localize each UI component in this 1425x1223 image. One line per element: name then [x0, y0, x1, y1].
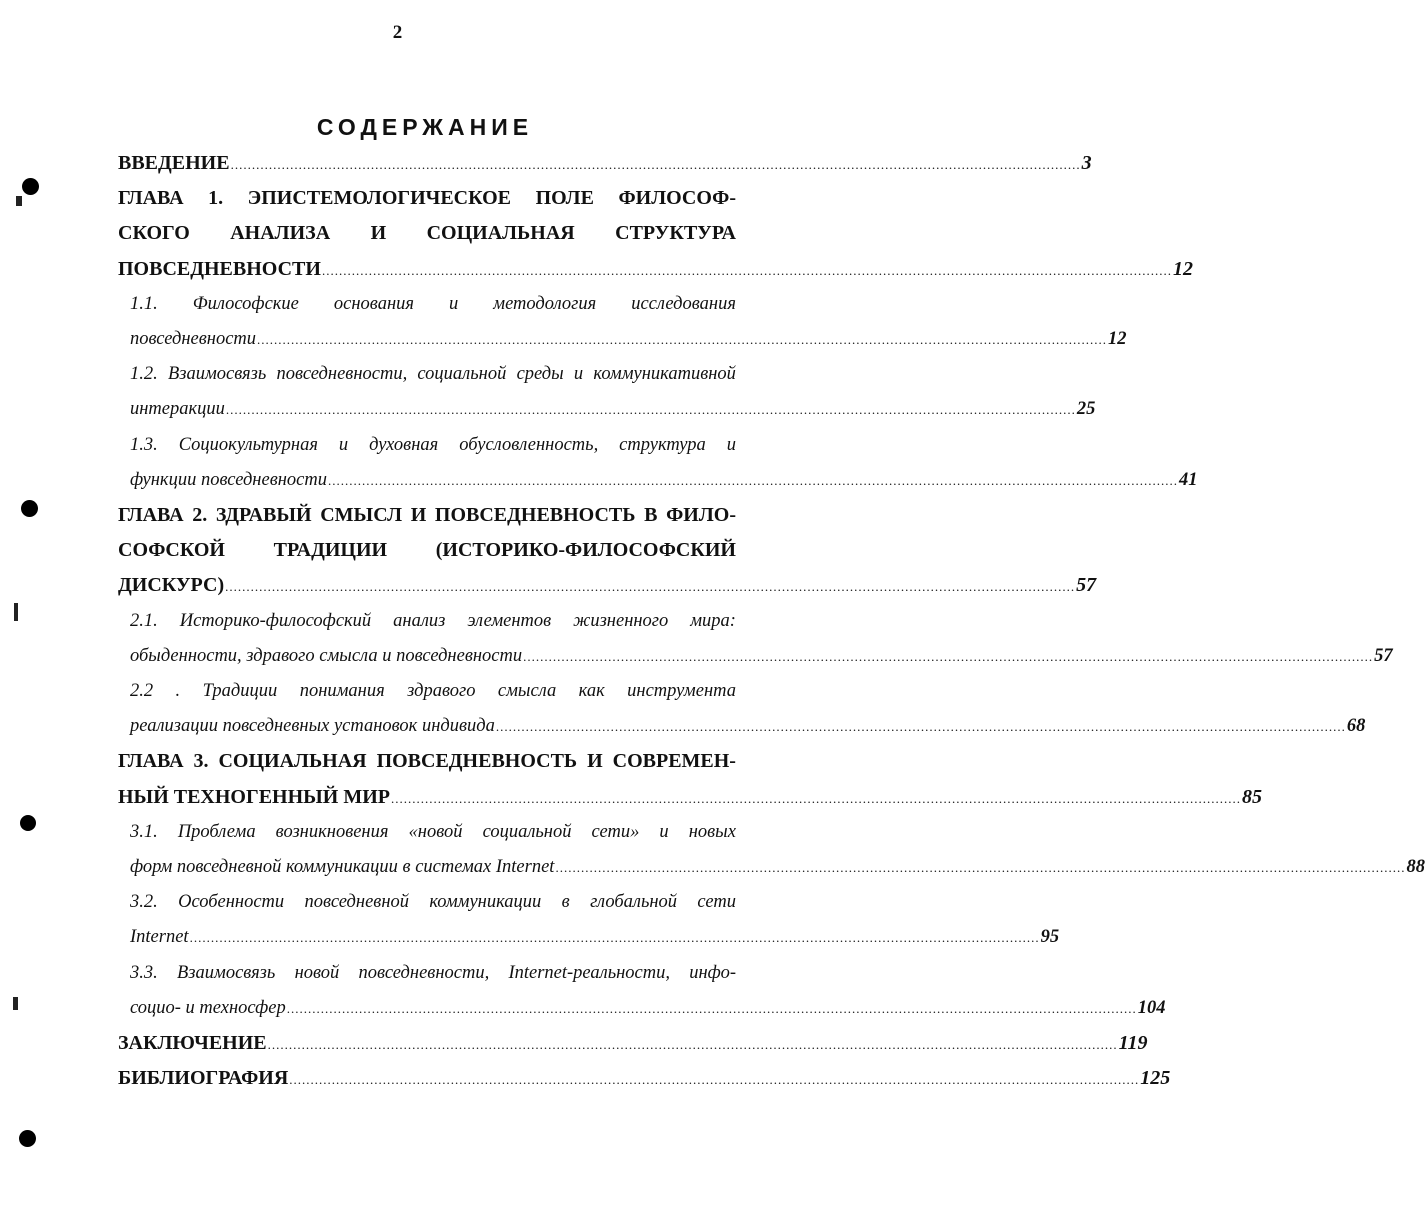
toc-line [130, 462, 1198, 498]
toc-page-number: 68 [1346, 716, 1366, 737]
toc-word: структура [619, 434, 706, 455]
toc-page-number: 85 [1242, 785, 1263, 808]
toc-word: . [175, 681, 181, 701]
toc-word: ГЛАВА [118, 187, 184, 210]
toc-word: смысла [497, 681, 557, 701]
toc-word: СОЦИАЛЬНАЯ [218, 750, 367, 773]
toc-word: исследования [631, 293, 736, 314]
toc-line [130, 321, 1127, 357]
toc-word: ГЛАВА [118, 504, 184, 526]
dot-leader: ........................................................................................................................................................................................................ [225, 402, 1076, 418]
toc-word: элементов [467, 610, 552, 631]
toc-word: возникновения [275, 821, 389, 842]
toc-word: основания [333, 293, 414, 314]
toc-word: инструмента [627, 681, 736, 701]
toc-word: 3.3. [130, 962, 158, 983]
toc-word: Взаимосвязь [177, 962, 276, 983]
toc-word: ПОВСЕДНЕВНОСТЬ [434, 504, 636, 526]
toc-entry-text: обыденности, здравого смысла и повседневности [130, 645, 523, 666]
toc-word: ПОВСЕДНЕВНОСТЬ [376, 750, 578, 773]
toc-word: социальной [482, 821, 572, 842]
toc-line [118, 1060, 1171, 1096]
toc-entry-text [130, 814, 736, 850]
toc-page-number: 125 [1140, 1067, 1171, 1090]
toc-word: новой [294, 962, 340, 983]
scan-speck [14, 603, 18, 621]
binder-hole-4 [19, 1130, 36, 1147]
scan-speck [13, 997, 18, 1010]
toc-word: 3.1. [130, 821, 158, 842]
toc-word: ТРАДИЦИИ [273, 539, 388, 562]
toc-line [118, 145, 1092, 181]
toc-word: АНАЛИЗА [230, 222, 331, 245]
dot-leader: ........................................................................................................................................................................................................ [289, 1072, 1140, 1088]
dot-leader: ........................................................................................................................................................................................................ [189, 930, 1040, 946]
toc-word: 1.1. [130, 293, 158, 314]
toc-entry-text [130, 603, 736, 639]
toc-word: здравого [407, 681, 476, 701]
toc-entry-text: ВВЕДЕНИЕ [118, 152, 230, 174]
toc-word: сети [697, 892, 736, 913]
dot-leader: ........................................................................................................................................................................................................ [286, 1000, 1137, 1016]
toc-word: сети» [591, 821, 640, 842]
toc-line [118, 779, 1263, 815]
toc-entry-text: повседневности [130, 329, 257, 349]
toc-entry-text: БИБЛИОГРАФИЯ [118, 1067, 289, 1090]
toc-entry-text [118, 497, 736, 533]
dot-leader: ........................................................................................................................................................................................................ [327, 472, 1178, 488]
toc-line [130, 708, 1366, 744]
toc-word: 3. [193, 750, 209, 773]
toc-word: И [587, 750, 603, 773]
toc-word: Особенности [178, 892, 285, 913]
toc-word: Традиции [202, 681, 278, 701]
toc-word: повседневной [304, 892, 409, 913]
toc-word: ФИЛОСОФ- [618, 187, 736, 210]
toc-word: обусловленность, [459, 434, 599, 455]
toc-page-number: 95 [1040, 927, 1060, 948]
toc-entry-text [118, 180, 736, 216]
toc-word: СТРУКТУРА [615, 222, 736, 245]
toc-word: и [726, 434, 736, 455]
toc-entry-text [130, 286, 736, 322]
toc-entry-text: функции повседневности [130, 469, 327, 490]
toc-entry-text: ДИСКУРС) [118, 574, 225, 597]
toc-page-number: 57 [1374, 645, 1393, 666]
toc-word: ГЛАВА [118, 750, 184, 773]
toc-page-number: 12 [1172, 257, 1193, 280]
toc-word: СМЫСЛ [320, 504, 403, 526]
toc-page-number: 57 [1076, 574, 1097, 597]
toc-entry-text [118, 743, 736, 779]
toc-word: как [578, 681, 605, 701]
toc-page-number: 119 [1118, 1032, 1148, 1054]
toc-word: В [644, 504, 658, 526]
toc-word: инфо- [689, 962, 736, 983]
toc-page-number: 104 [1137, 997, 1166, 1018]
toc-word: Проблема [177, 821, 256, 842]
toc-entry-text: интеракции [130, 399, 225, 420]
toc-word: 3.2. [130, 892, 158, 913]
toc-word: Историко-философский [179, 610, 372, 631]
toc-word: глобальной [590, 892, 678, 913]
toc-word: и [449, 293, 459, 314]
toc-entry-text: форм повседневной коммуникации в системах Internet [130, 857, 555, 877]
toc-entry-text: социо- и техносфер [130, 997, 286, 1018]
toc-word: коммуникативной [593, 364, 736, 385]
toc-line [130, 919, 1060, 955]
toc-page-number: 3 [1081, 152, 1092, 174]
toc-word: ЗДРАВЫЙ [215, 504, 312, 526]
dot-leader: ........................................................................................................................................................................................................ [523, 648, 1374, 664]
toc-entry-text [130, 955, 736, 991]
toc-line [130, 990, 1166, 1026]
dot-leader: ........................................................................................................................................................................................................ [230, 157, 1081, 172]
toc-entry-text: НЫЙ ТЕХНОГЕННЫЙ МИР [118, 785, 391, 808]
toc-word: СКОГО [118, 222, 190, 245]
toc-word: и [573, 364, 584, 385]
toc-entry-text [130, 356, 736, 392]
toc-word: 2.2 [130, 681, 154, 701]
toc-word: мира: [690, 610, 736, 631]
toc-word: жизненного [573, 610, 669, 631]
toc-word: духовная [369, 434, 439, 455]
toc-entry-text [130, 673, 736, 709]
page-number: 2 [392, 22, 403, 43]
toc-word: СОЦИАЛЬНАЯ [426, 222, 575, 245]
toc-word: 2.1. [130, 610, 158, 631]
toc-word: Социокультурная [178, 434, 318, 455]
toc-word: ФИЛО- [666, 504, 736, 526]
toc-entry-text [130, 884, 736, 920]
toc-entry-text [130, 427, 736, 463]
binder-hole-1 [22, 178, 39, 195]
toc-word: Взаимосвязь [167, 364, 267, 385]
toc-word: (ИСТОРИКО-ФИЛОСОФСКИЙ [435, 539, 736, 562]
toc-line [118, 251, 1193, 287]
toc-page-number: 41 [1178, 469, 1198, 490]
toc-word: СОФСКОЙ [118, 539, 225, 562]
toc-entry-text: Internet [130, 927, 189, 948]
toc-entry-text [118, 532, 736, 568]
toc-line [130, 391, 1096, 427]
dot-leader: ........................................................................................................................................................................................................ [321, 262, 1172, 278]
toc-entry-text: реализации повседневных установок индивида [130, 716, 495, 737]
toc-word: И [370, 222, 387, 245]
toc-entry-text [118, 215, 736, 251]
toc-word: анализ [393, 610, 446, 631]
dot-leader: ........................................................................................................................................................................................................ [225, 579, 1076, 595]
toc-word: в [561, 892, 570, 913]
toc-title: СОДЕРЖАНИЕ [316, 114, 534, 140]
toc-word: 2. [192, 504, 208, 526]
dot-leader: ........................................................................................................................................................................................................ [495, 719, 1346, 735]
toc-word: новых [688, 821, 736, 842]
toc-line [118, 1025, 1148, 1061]
toc-word: методология [493, 293, 597, 314]
toc-entry-text: ЗАКЛЮЧЕНИЕ [118, 1032, 267, 1054]
toc-word: и [338, 434, 349, 455]
toc-word: и [659, 821, 669, 842]
toc-word: среды [516, 364, 564, 385]
toc-word: ПОЛЕ [535, 187, 594, 210]
binder-hole-2 [21, 500, 38, 517]
toc-word: повседневности, [358, 962, 490, 983]
toc-line [118, 567, 1097, 603]
toc-word: Философские [192, 293, 299, 314]
toc-word: СОВРЕМЕН- [612, 750, 736, 773]
toc-page-number: 12 [1108, 329, 1127, 349]
toc-page-number: 88 [1406, 857, 1425, 877]
toc-word: социальной [417, 364, 507, 385]
toc-word: коммуникации [429, 892, 542, 913]
toc-page-number: 25 [1076, 399, 1096, 420]
toc-word: 1.3. [130, 434, 158, 455]
toc-word: ЭПИСТЕМОЛОГИЧЕСКОЕ [247, 187, 512, 210]
dot-leader: ........................................................................................................................................................................................................ [257, 332, 1108, 347]
toc-word: Internet-реальности, [508, 962, 670, 983]
dot-leader: ........................................................................................................................................................................................................ [391, 790, 1242, 806]
dot-leader: ........................................................................................................................................................................................................ [555, 860, 1406, 875]
toc-word: И [410, 504, 427, 526]
toc-word: 1. [208, 187, 224, 210]
toc-word: 1.2. [130, 364, 158, 385]
toc-word: «новой [408, 821, 463, 842]
toc-line [130, 638, 1393, 674]
scan-speck [16, 196, 22, 206]
toc-word: повседневности, [276, 364, 408, 385]
dot-leader: ........................................................................................................................................................................................................ [267, 1037, 1118, 1052]
toc-line [130, 849, 1425, 885]
toc-word: понимания [299, 681, 385, 701]
binder-hole-3 [20, 815, 36, 831]
toc-entry-text: ПОВСЕДНЕВНОСТИ [118, 257, 321, 280]
